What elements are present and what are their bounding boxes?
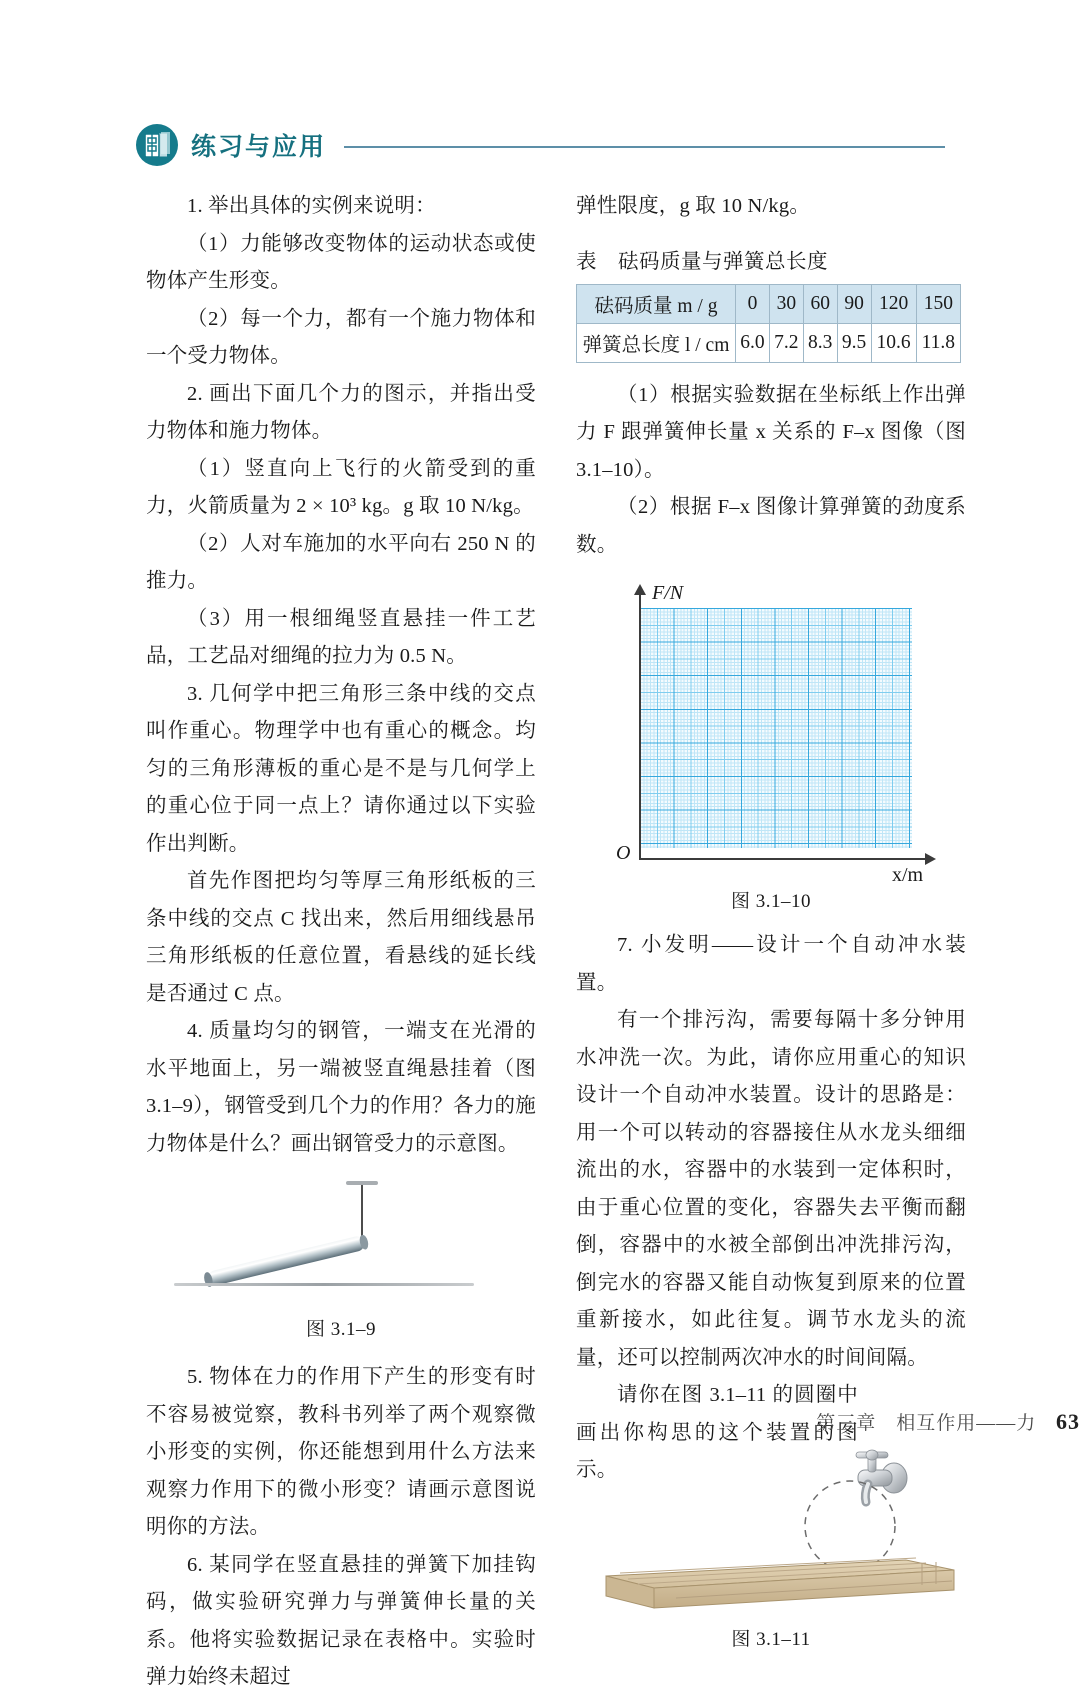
origin-label: O [616, 842, 631, 864]
question-1-item-1: （1）力能够改变物体的运动状态或使物体产生形变。 [146, 232, 536, 292]
question-5: 5. 物体在力的作用下产生的形变有时不容易被觉察，教科书列举了两个观察微小形变的实例，你还能想到用什么方法来观察力作用下的微小形变？请画示意图说明你的方法。 [146, 1366, 536, 1538]
faucet-plank-illustration [576, 1448, 966, 1623]
table-cell: 120 [871, 284, 916, 323]
table-cell: 9.5 [837, 323, 871, 362]
table-cell: 6.0 [736, 323, 770, 362]
exercise-book-icon [135, 123, 179, 167]
question-4: 4. 质量均匀的钢管，一端支在光滑的水平地面上，另一端被竖直绳悬挂着（图 3.1–9），钢管受到几个力的作用？各力的施力物体是什么？画出钢管受力的示意图。 [146, 1020, 536, 1155]
figure-3-1-11-caption: 图 3.1–11 [731, 1628, 811, 1650]
figure-3-1-11 [576, 1448, 966, 1650]
x-axis-label: x/m [892, 864, 924, 886]
figure-3-1-10-caption: 图 3.1–10 [730, 891, 811, 912]
question-2-item-1: （1）竖直向上飞行的火箭受到的重力，火箭质量为 2 × 10³ kg。g 取 10 N/kg。 [146, 457, 536, 517]
table-cell: 8.3 [803, 323, 837, 362]
question-6-item-1: （1）根据实验数据在坐标纸上作出弹力 F 跟弹簧伸长量 x 关系的 F–x 图像（图 3.1–10）。 [576, 383, 966, 481]
question-6: 6. 某同学在竖直悬挂的弹簧下加挂钩码，做实验研究弹力与弹簧伸长量的关系。他将实验数据记录在表格中。实验时弹力始终未超过 [146, 1553, 536, 1688]
header-divider [344, 146, 945, 148]
question-1: 1. 举出具体的实例来说明： [187, 195, 436, 217]
footer-chapter: 第三章 相互作用——力 [816, 1413, 1037, 1434]
table-row-label: 砝码质量 m / g [577, 284, 736, 323]
table-title: 表 砝码质量与弹簧总长度 [576, 250, 828, 273]
data-table [576, 284, 961, 363]
page-number: 63 [1056, 1409, 1080, 1434]
table-cell: 90 [837, 284, 871, 323]
graph-paper-grid [640, 608, 912, 848]
table-cell: 0 [736, 284, 770, 323]
table-cell: 7.2 [769, 323, 803, 362]
question-7-instruction: 请你在图 3.1–11 的圆圈中画出你构思的这个装置的图示。 [576, 1384, 858, 1481]
y-axis-label: F/N [652, 582, 684, 604]
section-title: 练习与应用 [191, 133, 327, 161]
table-row-label: 弹簧总长度 l / cm [577, 323, 736, 362]
question-1-item-2: （2）每一个力，都有一个施力物体和一个受力物体。 [146, 307, 536, 367]
figure-3-1-9-caption: 图 3.1–9 [305, 1319, 376, 1340]
question-7: 7. 小发明——设计一个自动冲水装置。 [576, 934, 966, 994]
table-cell: 11.8 [916, 323, 960, 362]
question-7-description: 有一个排污沟，需要每隔十多分钟用水冲洗一次。为此，请你应用重心的知识设计一个自动冲水装置。设计的思路是：用一个可以转动的容器接住从水龙头细细流出的水，容器中的水装到一定体积时，由于重心位置的变化，容器失去平衡而翻倒，容器中的水被全部倒出冲洗排污沟，倒完水的容器又能自动恢复到原来的位置重新接水，如此往复。调节水龙头的流量，还可以控制两次冲水的时间间隔。 [576, 1009, 966, 1369]
table-cell: 30 [769, 284, 803, 323]
question-2-item-3: （3）用一根细绳竖直悬挂一件工艺品，工艺品对细绳的拉力为 0.5 N。 [146, 607, 536, 667]
y-axis [639, 590, 641, 860]
figure-3-1-9 [146, 1173, 536, 1341]
table-cell: 150 [916, 284, 960, 323]
question-3-detail: 首先作图把均匀等厚三角形纸板的三条中线的交点 C 找出来，然后用细线悬吊三角形纸板的任意位置，看悬线的延长线是否通过 C 点。 [146, 870, 536, 1005]
question-2-item-2: （2）人对车施加的水平向右 250 N 的推力。 [146, 532, 536, 592]
figure-3-1-10 [592, 584, 962, 884]
question-6-continued: 弹性限度，g 取 10 N/kg。 [576, 195, 811, 217]
steel-pipe-illustration [146, 1173, 536, 1308]
question-3: 3. 几何学中把三角形三条中线的交点叫作重心。物理学中也有重心的概念。均匀的三角形薄板的重心是不是与几何学上的重心位于同一点上？请你通过以下实验作出判断。 [146, 682, 536, 855]
x-axis-arrow-icon [925, 853, 936, 865]
y-axis-arrow-icon [634, 584, 646, 595]
table-cell: 60 [803, 284, 837, 323]
table-cell: 10.6 [871, 323, 916, 362]
table-row [577, 323, 961, 362]
table-row [577, 284, 961, 323]
page-footer [0, 1408, 1080, 1435]
dashed-circle-placeholder [805, 1481, 895, 1571]
section-header [135, 115, 945, 175]
question-6-item-2: （2）根据 F–x 图像计算弹簧的劲度系数。 [576, 496, 966, 556]
left-column [146, 188, 536, 1697]
question-2: 2. 画出下面几个力的图示，并指出受力物体和施力物体。 [146, 382, 536, 442]
x-axis [639, 858, 929, 860]
